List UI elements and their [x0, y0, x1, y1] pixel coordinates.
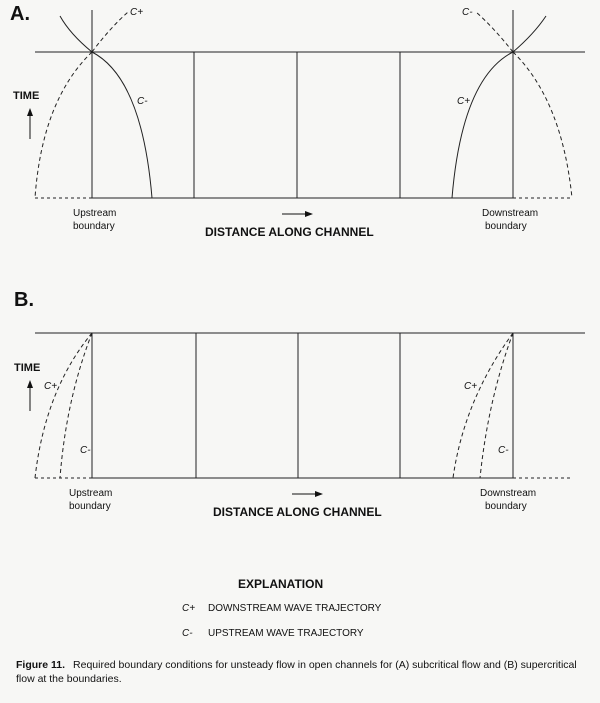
panel-a: [10, 3, 585, 239]
panel-a-time-arrow-icon: [27, 108, 33, 139]
panel-b-left-c-minus-curve: [60, 333, 92, 478]
panel-b-time-label: TIME: [14, 362, 41, 374]
panel-a-characteristics: [35, 12, 572, 198]
panel-b-upstream-label-1: Upstream: [69, 488, 113, 499]
panel-a-left-c-plus-extension: [92, 12, 128, 52]
explanation-symbol-c-minus: C-: [182, 628, 193, 639]
panel-b-label-left-a: C+: [44, 381, 58, 392]
panel-b-left-c-plus-curve: [35, 333, 92, 478]
panel-a-left-c-plus-curve: [35, 52, 92, 198]
panel-b-label-right-a: C+: [464, 381, 478, 392]
panel-a-letter: A.: [10, 3, 30, 25]
panel-a-label-left-mid: C-: [137, 96, 148, 107]
panel-a-label-left-top: C+: [130, 7, 144, 18]
panel-a-upstream-label-2: boundary: [73, 221, 115, 232]
panel-a-downstream-label-1: Downstream: [482, 208, 539, 219]
panel-a-left-c-minus-extension: [60, 16, 92, 52]
figure-caption: [16, 658, 586, 686]
panel-a-distance-arrow-icon: [282, 211, 313, 217]
panel-b-distance-label: DISTANCE ALONG CHANNEL: [213, 505, 382, 519]
panel-b-downstream-label-1: Downstream: [480, 488, 537, 499]
panel-b-time-arrow-icon: [27, 380, 33, 411]
panel-b-label-left-b: C-: [80, 445, 91, 456]
panel-a-label-right-top: C-: [462, 7, 473, 18]
explanation-title: EXPLANATION: [238, 577, 324, 591]
panel-a-distance-label: DISTANCE ALONG CHANNEL: [205, 225, 374, 239]
panel-b: [14, 289, 585, 519]
panel-a-label-right-mid: C+: [457, 96, 471, 107]
panel-b-distance-arrow-icon: [292, 491, 323, 497]
panel-a-right-c-minus-curve: [513, 52, 572, 198]
panel-a-time-label: TIME: [13, 90, 40, 102]
panel-b-label-right-b: C-: [498, 445, 509, 456]
explanation-text-downstream: DOWNSTREAM WAVE TRAJECTORY: [208, 603, 382, 614]
panel-b-upstream-label-2: boundary: [69, 501, 111, 512]
explanation-symbol-c-plus: C+: [182, 603, 196, 614]
panel-a-downstream-label-2: boundary: [485, 221, 527, 232]
figure-caption-label: Figure 11.: [16, 659, 66, 671]
panel-a-right-c-minus-extension: [476, 12, 513, 52]
panel-a-right-c-plus-extension: [513, 16, 546, 52]
panel-b-right-c-minus-curve: [480, 333, 513, 478]
panel-b-characteristics: [35, 333, 513, 478]
panel-a-right-c-plus-curve: [452, 52, 513, 198]
panel-a-left-c-minus-curve: [92, 52, 152, 198]
panel-b-grid: [35, 333, 585, 478]
panel-a-upstream-label-1: Upstream: [73, 208, 117, 219]
explanation: [182, 577, 382, 639]
panel-b-letter: B.: [14, 289, 34, 311]
explanation-text-upstream: UPSTREAM WAVE TRAJECTORY: [208, 628, 364, 639]
panel-b-downstream-label-2: boundary: [485, 501, 527, 512]
figure-caption-text: Required boundary conditions for unsteady flow in open channels for (A) subcritical flow and (B) supercritical flow at the boundaries.: [16, 659, 577, 685]
panel-a-grid: [35, 10, 585, 198]
